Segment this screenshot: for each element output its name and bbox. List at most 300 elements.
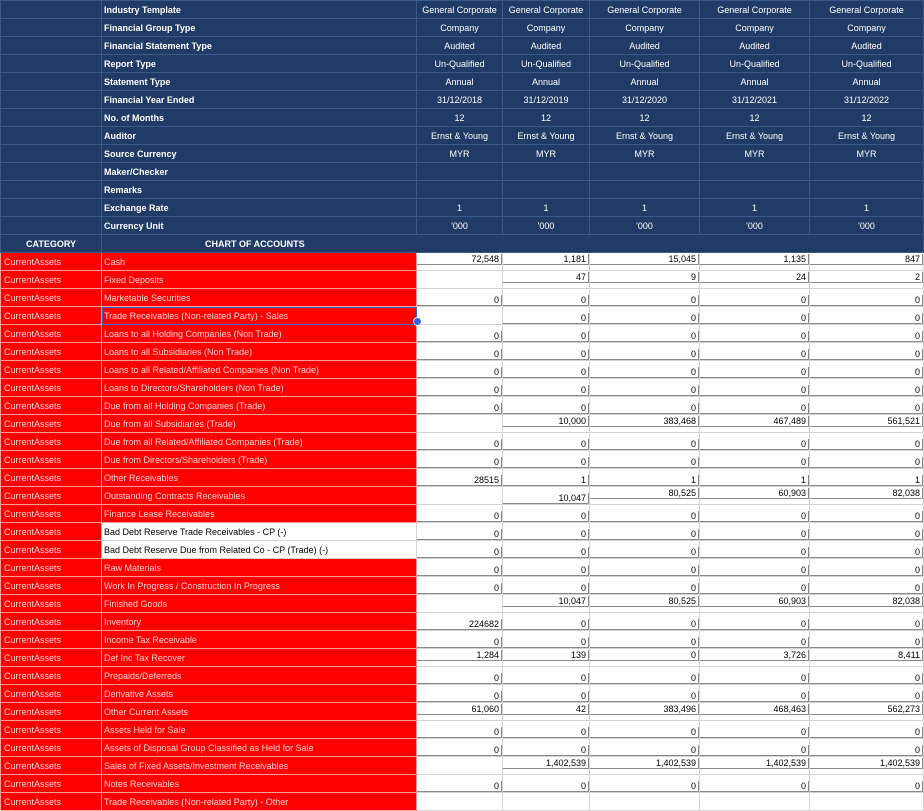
value-cell[interactable] xyxy=(503,487,590,505)
header-value-cell[interactable]: Annual xyxy=(417,73,503,91)
value-cell[interactable] xyxy=(417,253,503,271)
category-cell[interactable]: CurrentAssets xyxy=(1,433,102,451)
value-cell[interactable] xyxy=(810,523,924,541)
value-cell[interactable] xyxy=(417,469,503,487)
value-cell[interactable] xyxy=(700,415,810,433)
category-cell[interactable]: CurrentAssets xyxy=(1,775,102,793)
value-cell[interactable] xyxy=(590,505,700,523)
header-value-cell[interactable]: General Corporate xyxy=(590,1,700,19)
header-value-cell[interactable]: Ernst & Young xyxy=(700,127,810,145)
value-cell[interactable] xyxy=(417,343,503,361)
header-value-cell[interactable]: Annual xyxy=(590,73,700,91)
value-cell[interactable] xyxy=(417,613,503,631)
value-cell[interactable] xyxy=(417,505,503,523)
category-cell[interactable]: CurrentAssets xyxy=(1,595,102,613)
header-value-cell[interactable]: 31/12/2022 xyxy=(810,91,924,109)
value-cell[interactable] xyxy=(700,505,810,523)
value-cell[interactable] xyxy=(503,685,590,703)
value-cell[interactable] xyxy=(417,271,503,289)
value-cell[interactable] xyxy=(810,433,924,451)
table-row xyxy=(1,379,924,397)
value-cell[interactable] xyxy=(590,595,700,613)
value-cell[interactable] xyxy=(590,757,700,775)
category-cell[interactable]: CurrentAssets xyxy=(1,649,102,667)
header-value-cell[interactable]: Audited xyxy=(810,37,924,55)
category-cell[interactable]: CurrentAssets xyxy=(1,307,102,325)
header-value-cell[interactable]: General Corporate xyxy=(810,1,924,19)
header-value-cell[interactable]: Ernst & Young xyxy=(810,127,924,145)
value-cell[interactable] xyxy=(590,271,700,289)
value-cell[interactable] xyxy=(700,361,810,379)
value-cell[interactable] xyxy=(810,757,924,775)
header-value-cell[interactable] xyxy=(503,163,590,181)
value-cell[interactable] xyxy=(503,361,590,379)
blank-cell xyxy=(1,1,102,19)
header-value-cell[interactable] xyxy=(417,163,503,181)
value-cell[interactable] xyxy=(700,775,810,793)
value-cell[interactable] xyxy=(590,631,700,649)
header-label: Industry Template xyxy=(102,1,417,19)
header-value-cell[interactable]: '000 xyxy=(700,217,810,235)
header-value-cell[interactable]: Company xyxy=(503,19,590,37)
value-cell[interactable] xyxy=(417,397,503,415)
value-cell[interactable] xyxy=(417,595,503,613)
header-value-cell[interactable] xyxy=(700,163,810,181)
value-cell[interactable] xyxy=(810,631,924,649)
value-cell[interactable] xyxy=(417,451,503,469)
value-cell[interactable] xyxy=(503,325,590,343)
value-cell[interactable] xyxy=(590,433,700,451)
selection-fill-handle[interactable] xyxy=(413,317,422,326)
value-cell[interactable] xyxy=(700,667,810,685)
account-cell[interactable]: Due from Directors/Shareholders (Trade) xyxy=(102,451,417,469)
value-cell[interactable] xyxy=(590,307,700,325)
value-cell[interactable] xyxy=(503,379,590,397)
value-cell[interactable] xyxy=(700,307,810,325)
value-cell[interactable] xyxy=(700,595,810,613)
header-value-cell[interactable]: Un-Qualified xyxy=(417,55,503,73)
value-cell[interactable] xyxy=(417,649,503,667)
value-cell[interactable] xyxy=(700,343,810,361)
value-cell[interactable] xyxy=(700,253,810,271)
account-cell[interactable]: Raw Materials xyxy=(102,559,417,577)
value-cell[interactable] xyxy=(590,775,700,793)
value-cell[interactable] xyxy=(417,685,503,703)
value-cell[interactable] xyxy=(503,631,590,649)
value-cell[interactable] xyxy=(503,703,590,721)
value-cell[interactable] xyxy=(417,703,503,721)
value-cell[interactable] xyxy=(503,577,590,595)
value-cell[interactable] xyxy=(590,541,700,559)
value-cell[interactable] xyxy=(590,469,700,487)
value-cell[interactable] xyxy=(700,271,810,289)
value-cell[interactable] xyxy=(590,289,700,307)
header-value-cell[interactable]: Annual xyxy=(810,73,924,91)
account-cell[interactable]: Sales of Fixed Assets/Investment Receivables xyxy=(102,757,417,775)
account-cell[interactable]: Prepaids/Deferreds xyxy=(102,667,417,685)
value-text: 60,903 xyxy=(700,596,809,607)
value-cell[interactable] xyxy=(700,559,810,577)
header-value-cell[interactable]: 1 xyxy=(810,199,924,217)
value-cell[interactable] xyxy=(503,271,590,289)
value-cell[interactable] xyxy=(810,325,924,343)
value-cell[interactable] xyxy=(417,631,503,649)
value-cell[interactable] xyxy=(590,523,700,541)
value-cell[interactable] xyxy=(590,667,700,685)
header-value-cell[interactable] xyxy=(503,181,590,199)
value-cell[interactable] xyxy=(700,397,810,415)
category-cell[interactable]: CurrentAssets xyxy=(1,343,102,361)
value-cell[interactable] xyxy=(503,649,590,667)
account-cell[interactable]: Due from all Subsidiaries (Trade) xyxy=(102,415,417,433)
value-cell[interactable] xyxy=(810,253,924,271)
value-cell[interactable] xyxy=(810,271,924,289)
value-cell[interactable] xyxy=(503,433,590,451)
value-cell[interactable] xyxy=(590,577,700,595)
value-cell[interactable] xyxy=(810,289,924,307)
value-cell[interactable] xyxy=(503,523,590,541)
category-cell[interactable]: CurrentAssets xyxy=(1,271,102,289)
value-cell[interactable] xyxy=(417,667,503,685)
header-value-cell[interactable]: Un-Qualified xyxy=(810,55,924,73)
header-value-cell[interactable] xyxy=(700,181,810,199)
value-cell[interactable] xyxy=(810,613,924,631)
value-cell[interactable] xyxy=(503,613,590,631)
header-value-cell[interactable]: Audited xyxy=(503,37,590,55)
value-text: 0 xyxy=(590,727,699,738)
header-value-cell[interactable] xyxy=(590,163,700,181)
value-cell[interactable] xyxy=(700,379,810,397)
value-cell[interactable] xyxy=(810,721,924,739)
account-cell[interactable]: Trade Receivables (Non-related Party) - Sales xyxy=(102,307,417,325)
category-cell[interactable]: CurrentAssets xyxy=(1,487,102,505)
account-cell[interactable]: Cash xyxy=(102,253,417,271)
value-cell[interactable] xyxy=(810,667,924,685)
header-value-cell[interactable]: General Corporate xyxy=(417,1,503,19)
category-cell[interactable]: CurrentAssets xyxy=(1,721,102,739)
category-cell[interactable]: CurrentAssets xyxy=(1,739,102,757)
account-cell[interactable]: Income Tax Receivable xyxy=(102,631,417,649)
value-cell[interactable] xyxy=(503,739,590,757)
header-row xyxy=(1,163,924,181)
category-cell[interactable]: CurrentAssets xyxy=(1,415,102,433)
value-cell[interactable] xyxy=(503,775,590,793)
value-cell[interactable] xyxy=(417,487,503,505)
category-cell[interactable]: CurrentAssets xyxy=(1,523,102,541)
header-value-cell[interactable]: MYR xyxy=(417,145,503,163)
value-cell[interactable] xyxy=(417,775,503,793)
value-text: 80,525 xyxy=(590,596,699,607)
account-cell[interactable]: Inventory xyxy=(102,613,417,631)
value-cell[interactable] xyxy=(590,451,700,469)
category-cell[interactable]: CurrentAssets xyxy=(1,685,102,703)
value-cell[interactable] xyxy=(590,739,700,757)
header-value-cell[interactable] xyxy=(810,163,924,181)
value-cell[interactable] xyxy=(810,307,924,325)
value-cell[interactable] xyxy=(417,541,503,559)
value-cell[interactable] xyxy=(590,559,700,577)
value-text: 0 xyxy=(810,529,923,540)
value-cell[interactable] xyxy=(590,325,700,343)
value-cell[interactable] xyxy=(417,523,503,541)
category-cell[interactable]: CurrentAssets xyxy=(1,793,102,811)
header-value-cell[interactable]: 31/12/2021 xyxy=(700,91,810,109)
header-value-cell[interactable]: '000 xyxy=(590,217,700,235)
value-cell[interactable] xyxy=(810,685,924,703)
header-value-cell[interactable]: '000 xyxy=(503,217,590,235)
header-value-cell[interactable]: Un-Qualified xyxy=(700,55,810,73)
header-value-cell[interactable]: Annual xyxy=(503,73,590,91)
header-label: Statement Type xyxy=(102,73,417,91)
value-cell[interactable] xyxy=(590,487,700,505)
account-cell[interactable]: Loans to all Subsidiaries (Non Trade) xyxy=(102,343,417,361)
header-value-cell[interactable]: 1 xyxy=(503,199,590,217)
header-value-cell[interactable]: Audited xyxy=(700,37,810,55)
value-cell[interactable] xyxy=(417,757,503,775)
account-cell[interactable]: Notes Receivables xyxy=(102,775,417,793)
header-value-cell[interactable]: Audited xyxy=(590,37,700,55)
header-value-cell[interactable]: General Corporate xyxy=(503,1,590,19)
value-cell[interactable] xyxy=(503,343,590,361)
value-cell[interactable] xyxy=(700,721,810,739)
value-cell[interactable] xyxy=(590,703,700,721)
value-cell[interactable] xyxy=(417,559,503,577)
value-cell[interactable] xyxy=(810,487,924,505)
value-cell[interactable] xyxy=(503,451,590,469)
category-cell[interactable]: CurrentAssets xyxy=(1,757,102,775)
value-cell[interactable] xyxy=(700,793,810,811)
header-value-cell[interactable]: 12 xyxy=(417,109,503,127)
category-cell[interactable]: CurrentAssets xyxy=(1,541,102,559)
category-cell[interactable]: CurrentAssets xyxy=(1,325,102,343)
table-row xyxy=(1,577,924,595)
value-cell[interactable] xyxy=(810,361,924,379)
value-cell[interactable] xyxy=(810,541,924,559)
category-cell[interactable]: CurrentAssets xyxy=(1,577,102,595)
header-value-cell[interactable]: Company xyxy=(700,19,810,37)
value-cell[interactable] xyxy=(503,307,590,325)
account-cell[interactable]: Outstanding Contracts Receivables xyxy=(102,487,417,505)
value-cell[interactable] xyxy=(810,415,924,433)
category-cell[interactable]: CurrentAssets xyxy=(1,631,102,649)
category-cell[interactable]: CurrentAssets xyxy=(1,613,102,631)
value-cell[interactable] xyxy=(590,361,700,379)
value-cell[interactable] xyxy=(590,721,700,739)
category-cell[interactable]: CurrentAssets xyxy=(1,379,102,397)
header-value-cell[interactable]: MYR xyxy=(503,145,590,163)
value-cell[interactable] xyxy=(700,577,810,595)
value-cell[interactable] xyxy=(503,253,590,271)
value-cell[interactable] xyxy=(417,307,503,325)
account-cell[interactable]: Assets Held for Sale xyxy=(102,721,417,739)
header-value-cell[interactable]: Ernst & Young xyxy=(417,127,503,145)
value-cell[interactable] xyxy=(503,559,590,577)
value-text: 1 xyxy=(503,475,589,486)
header-value-cell[interactable] xyxy=(810,181,924,199)
value-text: 82,038 xyxy=(810,488,923,499)
account-cell[interactable]: Derivative Assets xyxy=(102,685,417,703)
header-value-cell[interactable]: Un-Qualified xyxy=(503,55,590,73)
account-cell[interactable]: Due from all Related/Affiliated Companies (Trade) xyxy=(102,433,417,451)
value-cell[interactable] xyxy=(590,343,700,361)
value-cell[interactable] xyxy=(810,793,924,811)
account-cell[interactable]: Other Receivables xyxy=(102,469,417,487)
header-value-cell[interactable]: Audited xyxy=(417,37,503,55)
value-cell[interactable] xyxy=(810,559,924,577)
account-cell[interactable]: Bad Debt Reserve Due from Related Co - CP (Trade) (-) xyxy=(102,541,417,559)
account-cell[interactable]: Due from all Holding Companies (Trade) xyxy=(102,397,417,415)
category-cell[interactable]: CurrentAssets xyxy=(1,469,102,487)
account-cell[interactable]: Loans to all Holding Companies (Non Trade) xyxy=(102,325,417,343)
header-value-cell[interactable]: Company xyxy=(417,19,503,37)
value-cell[interactable] xyxy=(700,487,810,505)
value-cell[interactable] xyxy=(700,325,810,343)
value-cell[interactable] xyxy=(700,685,810,703)
account-cell[interactable]: Loans to all Related/Affiliated Companies (Non Trade) xyxy=(102,361,417,379)
category-cell[interactable]: CurrentAssets xyxy=(1,559,102,577)
value-cell[interactable] xyxy=(810,775,924,793)
value-cell[interactable] xyxy=(503,595,590,613)
header-value-cell[interactable]: 31/12/2019 xyxy=(503,91,590,109)
category-cell[interactable]: CurrentAssets xyxy=(1,253,102,271)
account-cell[interactable]: Trade Receivables (Non-related Party) - Other xyxy=(102,793,417,811)
value-cell[interactable] xyxy=(700,541,810,559)
value-cell[interactable] xyxy=(700,631,810,649)
header-value-cell[interactable]: Company xyxy=(810,19,924,37)
value-cell[interactable] xyxy=(417,379,503,397)
value-text: 0 xyxy=(700,619,809,630)
header-value-cell[interactable]: '000 xyxy=(810,217,924,235)
value-cell[interactable] xyxy=(417,415,503,433)
category-cell[interactable]: CurrentAssets xyxy=(1,397,102,415)
header-value-cell[interactable]: 12 xyxy=(810,109,924,127)
header-value-cell[interactable]: 1 xyxy=(590,199,700,217)
category-cell[interactable]: CurrentAssets xyxy=(1,289,102,307)
value-cell[interactable] xyxy=(503,289,590,307)
account-cell[interactable]: Other Current Assets xyxy=(102,703,417,721)
value-cell[interactable] xyxy=(590,415,700,433)
value-cell[interactable] xyxy=(417,793,503,811)
value-cell[interactable] xyxy=(503,541,590,559)
value-cell[interactable] xyxy=(590,397,700,415)
account-cell[interactable]: Loans to Directors/Shareholders (Non Trade) xyxy=(102,379,417,397)
value-cell[interactable] xyxy=(700,451,810,469)
value-cell[interactable] xyxy=(590,685,700,703)
header-value-cell[interactable]: Annual xyxy=(700,73,810,91)
value-text: 60,903 xyxy=(700,488,809,499)
account-cell[interactable]: Finance Lease Receivables xyxy=(102,505,417,523)
header-value-cell[interactable]: MYR xyxy=(810,145,924,163)
value-cell[interactable] xyxy=(503,721,590,739)
account-cell[interactable]: Finished Goods xyxy=(102,595,417,613)
header-value-cell[interactable]: Un-Qualified xyxy=(590,55,700,73)
value-cell[interactable] xyxy=(810,451,924,469)
value-cell[interactable] xyxy=(417,289,503,307)
value-cell[interactable] xyxy=(417,433,503,451)
value-cell[interactable] xyxy=(417,721,503,739)
header-value-cell[interactable]: 12 xyxy=(700,109,810,127)
value-cell[interactable] xyxy=(700,523,810,541)
header-value-cell[interactable]: 31/12/2020 xyxy=(590,91,700,109)
value-cell[interactable] xyxy=(810,703,924,721)
header-value-cell[interactable]: 31/12/2018 xyxy=(417,91,503,109)
category-cell[interactable]: CurrentAssets xyxy=(1,505,102,523)
account-cell[interactable]: Marketable Securities xyxy=(102,289,417,307)
category-cell[interactable]: CurrentAssets xyxy=(1,451,102,469)
value-cell[interactable] xyxy=(810,595,924,613)
value-cell[interactable] xyxy=(700,757,810,775)
header-value-cell[interactable]: MYR xyxy=(700,145,810,163)
value-cell[interactable] xyxy=(810,649,924,667)
value-cell[interactable] xyxy=(810,505,924,523)
header-value-cell[interactable]: 1 xyxy=(700,199,810,217)
value-text: 0 xyxy=(810,547,923,558)
header-value-cell[interactable]: General Corporate xyxy=(700,1,810,19)
value-cell[interactable] xyxy=(810,469,924,487)
value-cell[interactable] xyxy=(810,739,924,757)
header-value-cell[interactable]: Ernst & Young xyxy=(590,127,700,145)
account-cell[interactable]: Assets of Disposal Group Classified as Held for Sale xyxy=(102,739,417,757)
value-cell[interactable] xyxy=(417,577,503,595)
value-cell[interactable] xyxy=(503,415,590,433)
value-cell[interactable] xyxy=(810,397,924,415)
value-cell[interactable] xyxy=(503,667,590,685)
value-cell[interactable] xyxy=(417,325,503,343)
value-cell[interactable] xyxy=(810,343,924,361)
category-cell[interactable]: CurrentAssets xyxy=(1,667,102,685)
value-cell[interactable] xyxy=(700,703,810,721)
value-cell[interactable] xyxy=(503,793,590,811)
value-cell[interactable] xyxy=(700,469,810,487)
value-cell[interactable] xyxy=(590,253,700,271)
header-value-cell[interactable] xyxy=(417,181,503,199)
account-cell[interactable]: Work In Progress / Construction In Progress xyxy=(102,577,417,595)
account-cell[interactable]: Fixed Deposits xyxy=(102,271,417,289)
value-cell[interactable] xyxy=(810,379,924,397)
value-cell[interactable] xyxy=(503,469,590,487)
value-cell[interactable] xyxy=(590,793,700,811)
value-text: 383,496 xyxy=(590,704,699,715)
value-cell[interactable] xyxy=(700,289,810,307)
account-cell[interactable]: Def Inc Tax Recover xyxy=(102,649,417,667)
value-cell[interactable] xyxy=(700,613,810,631)
header-value-cell[interactable]: '000 xyxy=(417,217,503,235)
value-cell[interactable] xyxy=(503,505,590,523)
value-cell[interactable] xyxy=(417,361,503,379)
value-cell[interactable] xyxy=(700,649,810,667)
value-text: 0 xyxy=(417,583,502,594)
category-cell[interactable]: CurrentAssets xyxy=(1,361,102,379)
header-value-cell[interactable]: MYR xyxy=(590,145,700,163)
value-cell[interactable] xyxy=(590,613,700,631)
value-cell[interactable] xyxy=(810,577,924,595)
header-value-cell[interactable]: 1 xyxy=(417,199,503,217)
value-cell[interactable] xyxy=(700,739,810,757)
header-value-cell[interactable]: Company xyxy=(590,19,700,37)
header-value-cell[interactable]: 12 xyxy=(590,109,700,127)
value-cell[interactable] xyxy=(417,739,503,757)
value-cell[interactable] xyxy=(590,649,700,667)
value-cell[interactable] xyxy=(503,757,590,775)
value-cell[interactable] xyxy=(503,397,590,415)
header-value-cell[interactable]: Ernst & Young xyxy=(503,127,590,145)
header-value-cell[interactable] xyxy=(590,181,700,199)
account-cell[interactable]: Bad Debt Reserve Trade Receivables - CP (-) xyxy=(102,523,417,541)
value-cell[interactable] xyxy=(700,433,810,451)
value-cell[interactable] xyxy=(590,379,700,397)
category-cell[interactable]: CurrentAssets xyxy=(1,703,102,721)
header-value-cell[interactable]: 12 xyxy=(503,109,590,127)
